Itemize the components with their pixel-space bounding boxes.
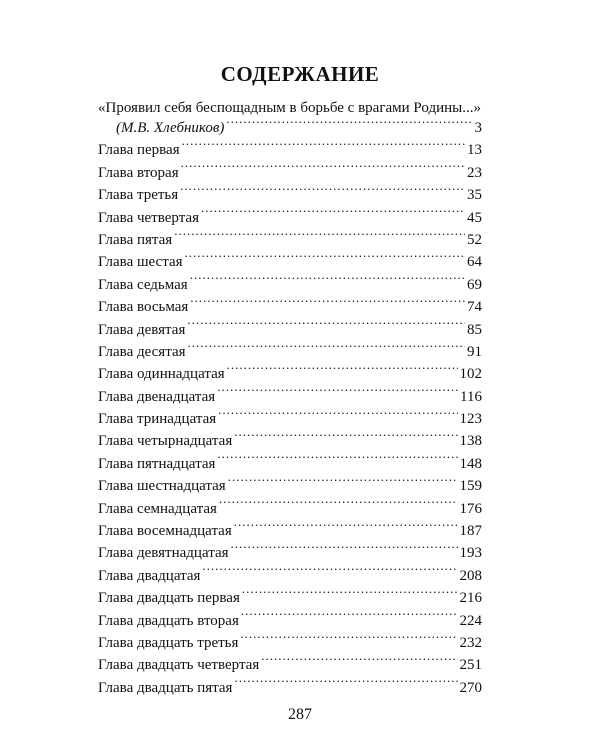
toc-entry-label: Глава восемнадцатая	[98, 523, 232, 540]
dot-leader	[240, 632, 457, 647]
dot-leader	[202, 565, 457, 580]
toc-entry-label: Глава одиннадцатая	[98, 366, 225, 383]
toc-entry-label: Глава шестнадцатая	[98, 478, 226, 495]
toc-entry-label: Глава десятая	[98, 343, 186, 360]
toc-entry-label: Глава семнадцатая	[98, 500, 217, 517]
toc-entry	[98, 363, 482, 385]
dot-leader	[261, 654, 457, 669]
dot-leader	[174, 229, 465, 244]
toc-entry-page: 232	[459, 634, 482, 651]
toc-entry-label: Глава первая	[98, 142, 180, 159]
toc-entry-page: 116	[460, 388, 482, 405]
toc-entry	[98, 453, 482, 475]
page-number: 287	[288, 706, 312, 723]
toc-entry	[98, 654, 482, 676]
page-title: СОДЕРЖАНИЕ	[220, 62, 380, 86]
toc-entry-label: Глава двадцатая	[98, 567, 201, 584]
toc-entry-page: 102	[459, 366, 482, 383]
dot-leader	[181, 162, 465, 177]
dot-leader	[227, 363, 458, 378]
toc-entry-label: Глава пятая	[98, 231, 173, 248]
toc-entry-page: 123	[459, 411, 482, 428]
dot-leader	[180, 184, 465, 199]
toc-entry-page: 193	[459, 545, 482, 562]
toc-entry	[98, 229, 482, 251]
toc-entry-page: 138	[459, 433, 482, 450]
dot-leader	[190, 296, 465, 311]
toc-entry-label: Глава двадцать третья	[98, 634, 239, 651]
toc-entry-label: Глава восьмая	[98, 299, 189, 316]
toc-entry	[98, 632, 482, 654]
toc-entry	[98, 139, 482, 161]
toc-entry-page: 45	[467, 209, 482, 226]
toc-entry-page: 216	[459, 590, 482, 607]
toc-entry	[98, 520, 482, 542]
toc-entry-page: 224	[459, 612, 482, 629]
dot-leader	[241, 610, 458, 625]
toc-entry-author: (М.В. Хлебников)	[116, 120, 225, 136]
dot-leader	[218, 408, 457, 423]
toc-entry-label: Глава двадцать вторая	[98, 612, 239, 629]
toc-entry-intro	[98, 117, 482, 139]
toc-entry	[98, 319, 482, 341]
toc-entry-page: 176	[459, 500, 482, 517]
toc-entry	[98, 430, 482, 452]
toc-entry	[98, 677, 482, 699]
toc-entry-page: 3	[474, 120, 482, 136]
toc-entry-page: 159	[459, 478, 482, 495]
toc-entry	[98, 296, 482, 318]
toc-entry	[98, 408, 482, 430]
toc-entry-label: Глава девятая	[98, 321, 186, 338]
toc-entry-page: 85	[467, 321, 482, 338]
dot-leader	[182, 139, 465, 154]
dot-leader	[234, 677, 457, 692]
dot-leader	[228, 475, 458, 490]
dot-leader	[185, 251, 465, 266]
dot-leader	[231, 542, 458, 557]
toc-chapter-list	[98, 139, 482, 699]
toc-entry-page: 52	[467, 231, 482, 248]
toc-entry-label: Глава тринадцатая	[98, 411, 217, 428]
toc-entry-page: 23	[467, 164, 482, 181]
table-of-contents	[98, 117, 482, 699]
toc-entry	[98, 565, 482, 587]
dot-leader	[201, 207, 465, 222]
dot-leader	[234, 520, 458, 535]
toc-entry	[98, 498, 482, 520]
toc-entry	[98, 341, 482, 363]
dot-leader	[187, 319, 465, 334]
toc-entry	[98, 386, 482, 408]
dot-leader	[226, 117, 472, 132]
toc-entry	[98, 251, 482, 273]
toc-entry-page: 148	[459, 455, 482, 472]
toc-entry	[98, 610, 482, 632]
toc-entry-page: 270	[459, 679, 482, 696]
toc-entry-page: 74	[467, 299, 482, 316]
toc-entry-label: Глава седьмая	[98, 276, 188, 293]
toc-entry	[98, 274, 482, 296]
toc-entry-label: Глава двенадцатая	[98, 388, 216, 405]
toc-entry-page: 91	[467, 343, 482, 360]
toc-entry	[98, 587, 482, 609]
toc-entry-page: 187	[459, 523, 482, 540]
toc-entry-label: Глава двадцать первая	[98, 590, 240, 607]
toc-entry-label: Глава пятнадцатая	[98, 455, 216, 472]
toc-entry	[98, 207, 482, 229]
toc-entry-page: 208	[459, 567, 482, 584]
toc-entry-page: 64	[467, 254, 482, 271]
toc-entry-label: Глава третья	[98, 187, 179, 204]
toc-entry-page: 251	[459, 657, 482, 674]
dot-leader	[190, 274, 465, 289]
dot-leader	[234, 430, 457, 445]
toc-entry-page: 35	[467, 187, 482, 204]
toc-entry-page: 13	[467, 142, 482, 159]
dot-leader	[242, 587, 458, 602]
toc-entry-label: Глава двадцать четвертая	[98, 657, 260, 674]
toc-entry-label: Глава девятнадцатая	[98, 545, 229, 562]
intro-entry-title: «Проявил себя беспощадным в борьбе с врагами Родины...»	[98, 100, 481, 116]
toc-entry-label: Глава шестая	[98, 254, 183, 271]
toc-entry-label: Глава вторая	[98, 164, 179, 181]
toc-entry-label: Глава двадцать пятая	[98, 679, 233, 696]
toc-entry-page: 69	[467, 276, 482, 293]
dot-leader	[217, 386, 458, 401]
toc-entry	[98, 542, 482, 564]
toc-entry	[98, 184, 482, 206]
toc-entry-label: Глава четырнадцатая	[98, 433, 233, 450]
toc-entry-label: Глава четвертая	[98, 209, 199, 226]
toc-entry	[98, 162, 482, 184]
dot-leader	[219, 498, 458, 513]
dot-leader	[217, 453, 457, 468]
toc-entry	[98, 475, 482, 497]
dot-leader	[188, 341, 466, 356]
toc-entry-label	[98, 117, 224, 139]
